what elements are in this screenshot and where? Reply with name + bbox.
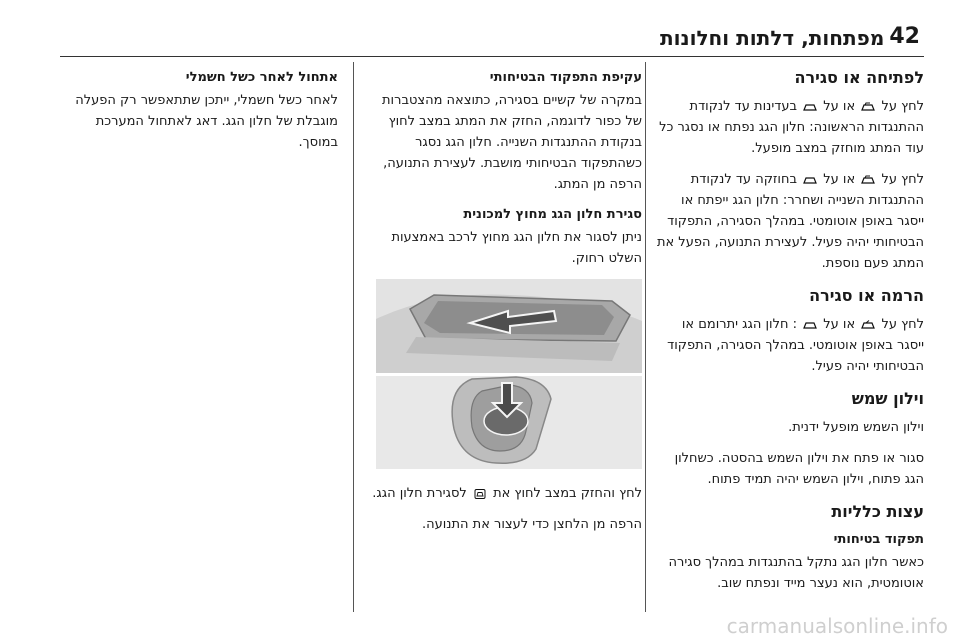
sunroof-slide-icon [861,102,875,112]
sunroof-remote-illustration [376,279,642,469]
text: בעדינות עד לנקודת ההתנגדות הראשונה: חלון הגג נפתח או נסגר כל עוד המתג מוחזק במצב מופעל. [659,99,924,156]
text: בחוזקה עד לנקודת ההתנגדות השנייה ושחרר: חלון הגג ייפתח או ייסגר באופן אוטומטי. במהלך הסגירה, התפקוד הבטיחותי יהיה פעיל. לעצירת התנועה, הפעל את המתג פעם נוספת. [656,172,924,271]
heading-sun-blind: וילון שמש [851,389,924,408]
paragraph-reinit: לאחר כשל חשמלי, ייתכן שתתאפשר רק הפעלה מוגבלת של חלון הגג. דאג לאתחול המערכת במוסך. [75,93,338,150]
heading-reinit: אתחול לאחר כשל חשמלי [185,70,338,85]
paragraph-blind-2: סגור או פתח את וילון השמש בהסטה. כשחלון הגג פתוח, וילון השמש יהיה תמיד פתוח. [674,451,924,487]
text: : חלון הגג יתרומם או ייסגר באופן אוטומטי. במהלך הסגירה, התפקוד הבטיחותי יהיה פעיל. [667,317,924,374]
heading-remote-close: סגירת חלון הגג מחוץ למכונית [463,207,642,222]
heading-safety-function: תפקוד בטיחותי [833,532,924,547]
column-right [655,62,924,618]
text: או על [823,317,856,332]
column-left [70,62,338,618]
column-divider [353,62,354,612]
page-header [60,22,924,57]
paragraph-override: במקרה של קשיים בסגירה, כתוצאה מהצטברות של כפור לדוגמה, החזק את המתג במצב לחוץ בנקודת ההתנגדות השנייה. חלון הגג נסגר כשהתפקוד הבטיחותי מושבת. לעצירת התנועה, הרפה מן המתג. [382,93,642,192]
paragraph-release: הרפה מן הלחצן כדי לעצור את התנועה. [421,517,642,532]
paragraph-open-1 [655,96,924,159]
page-title: מפתחות, דלתות וחלונות [660,26,885,50]
sunroof-tilt-icon [861,320,875,330]
heading-override-safety: עקיפת התפקוד הבטיחותי [489,70,642,85]
paragraph-safety: כאשר חלון הגג נתקל בהתנגדות במהלך סגירה אוטומטית, הוא נעצר מייד ונפתח שוב. [668,555,924,591]
heading-general-tips: עצות כלליות [831,502,924,521]
text: לסגירת חלון הגג. [372,486,467,501]
paragraph-tilt [655,314,924,377]
paragraph-blind-1: וילון השמש מופעל ידנית. [788,420,924,435]
column-middle [366,62,642,618]
text: לחץ על [881,172,924,187]
paragraph-press-close [366,483,642,504]
heading-tilt: הרמה או סגירה [809,286,924,305]
page-number: 42 [889,24,920,49]
paragraph-remote: ניתן לסגור את חלון הגג מחוץ לרכב באמצעות השלט רחוק. [391,230,642,266]
text: לחץ על [881,99,924,114]
sunroof-closed-icon [803,102,817,112]
watermark-url: carmanualsonline.info [726,614,948,638]
text: לחץ על [881,317,924,332]
text: או על [823,99,856,114]
sunroof-slide-icon [861,175,875,185]
sunroof-closed-icon [803,320,817,330]
paragraph-open-2 [655,169,924,274]
column-divider [645,62,646,612]
figure-divider [376,373,642,376]
sunroof-closed-icon [803,175,817,185]
heading-open-close: לפתיחה או סגירה [794,68,924,87]
text: או על [823,172,856,187]
sunroof-key-button-icon [473,489,487,499]
text: לחץ והחזק במצב לחוץ את [493,486,642,501]
